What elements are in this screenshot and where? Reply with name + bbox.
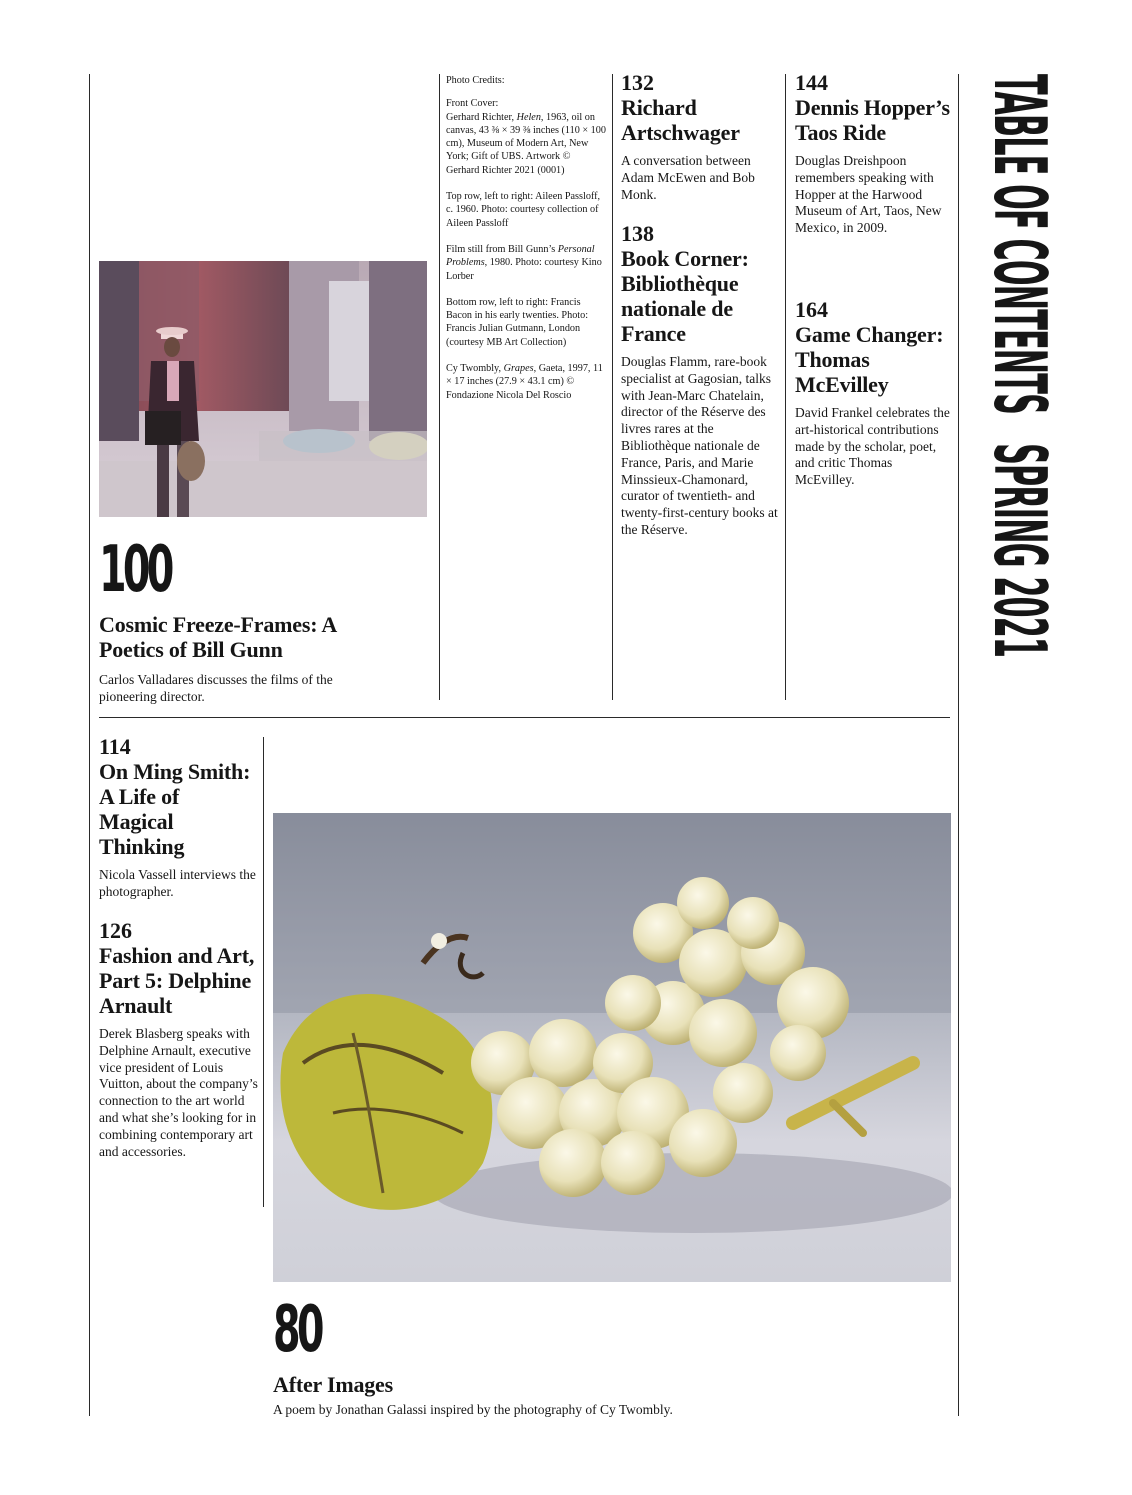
column-rule-left: [89, 74, 90, 1416]
entry-page-number: 126: [99, 918, 132, 943]
entry-page-number: 138: [621, 221, 654, 246]
side-title-text: TABLE OF CONTENTS SPRING 2021: [978, 74, 1062, 658]
column-rule-credits: [439, 74, 440, 700]
grapes-photo: [273, 813, 951, 1282]
toc-entry-164[interactable]: [795, 298, 953, 489]
toc-entry-114[interactable]: [99, 735, 257, 901]
credits-heading: Photo Credits:: [446, 75, 505, 86]
entry-title: On Ming Smith: A Life of Magical Thinking: [99, 759, 251, 859]
column-rule-right: [958, 74, 959, 1416]
entry-page-number: 144: [795, 70, 828, 95]
entry-title: Dennis Hopper’s Taos Ride: [795, 95, 950, 145]
entry-page-number: 132: [621, 70, 654, 95]
entry-title: Richard Artschwager: [621, 95, 740, 145]
entry-page-number: 164: [795, 297, 828, 322]
column-rule-132: [612, 74, 613, 700]
column-rule-144: [785, 74, 786, 700]
entry-title: Book Corner: Bibliothèque nationale de France: [621, 246, 749, 346]
section-divider: [99, 717, 950, 718]
entry-description: A conversation between Adam McEwen and Bob Monk.: [621, 153, 755, 202]
credits-twombly: Cy Twombly, Grapes, Gaeta, 1997, 11 × 17 inches (27.9 × 43.1 cm) © Fondazione Nicola Del Roscio: [446, 363, 603, 401]
credits-front-cover: Front Cover: Gerhard Richter, Helen, 1963, oil on canvas, 43 ⅜ × 39 ⅜ inches (110 × 100 cm), Museum of Modern Art, New York; Gift of UBS. Artwork © Gerhard Richter 2021 (0001): [446, 98, 606, 176]
entry-title: Fashion and Art, Part 5: Delphine Arnault: [99, 943, 255, 1018]
entry-description: Derek Blasberg speaks with Delphine Arnault, executive vice president of Louis Vuitton, about the company’s connection to the art world and what she’s looking for in combining contemporary art and accessories.: [99, 1026, 258, 1159]
feature-100[interactable]: [99, 612, 349, 706]
entry-description: Douglas Flamm, rare-book specialist at Gagosian, talks with Jean-Marc Chatelain, director of the Réserve des livres rares at the Bibliothèque nationale de France, Paris, and Marie Minssieux-Chamonard, curator of twentieth- and twenty-first-century books at the Réserve.: [621, 354, 778, 537]
entry-description: David Frankel celebrates the art-historical contributions made by the scholar, poet, and critic Thomas McEvilley.: [795, 405, 950, 488]
entry-title: Game Changer: Thomas McEvilley: [795, 322, 944, 397]
toc-entry-132[interactable]: [621, 71, 781, 203]
table-of-contents-side-title: [978, 74, 1062, 674]
toc-entry-138[interactable]: [621, 222, 781, 539]
entry-page-number: 114: [99, 734, 131, 759]
credits-film-still: Film still from Bill Gunn’s Personal Problems, 1980. Photo: courtesy Kino Lorber: [446, 243, 602, 282]
feature-description: Carlos Valladares discusses the films of the pioneering director.: [99, 672, 333, 704]
feature-number-80: 80: [273, 1293, 321, 1367]
credits-bottom-row: Bottom row, left to right: Francis Bacon in his early twenties. Photo: Francis Julian Gutmann, London (courtesy MB Art Collection): [446, 296, 589, 348]
feature-80[interactable]: [273, 1372, 873, 1419]
photo-credits: [446, 74, 606, 415]
entry-description: Nicola Vassell interviews the photographer.: [99, 867, 256, 899]
feature-title: Cosmic Freeze-Frames: A Poetics of Bill Gunn: [99, 612, 336, 662]
column-rule-lower: [263, 737, 264, 1207]
feature-description: A poem by Jonathan Galassi inspired by the photography of Cy Twombly.: [273, 1402, 673, 1417]
toc-entry-126[interactable]: [99, 919, 259, 1160]
entry-description: Douglas Dreishpoon remembers speaking with Hopper at the Harwood Museum of Art, Taos, New Mexico, in 2009.: [795, 153, 942, 236]
feature-number-100: 100: [99, 533, 171, 607]
feature-title: After Images: [273, 1372, 393, 1397]
toc-entry-144[interactable]: [795, 71, 953, 237]
credits-top-row: Top row, left to right: Aileen Passloff, c. 1960. Photo: courtesy collection of Aileen Passloff: [446, 191, 601, 229]
film-still-photo: [99, 261, 427, 517]
